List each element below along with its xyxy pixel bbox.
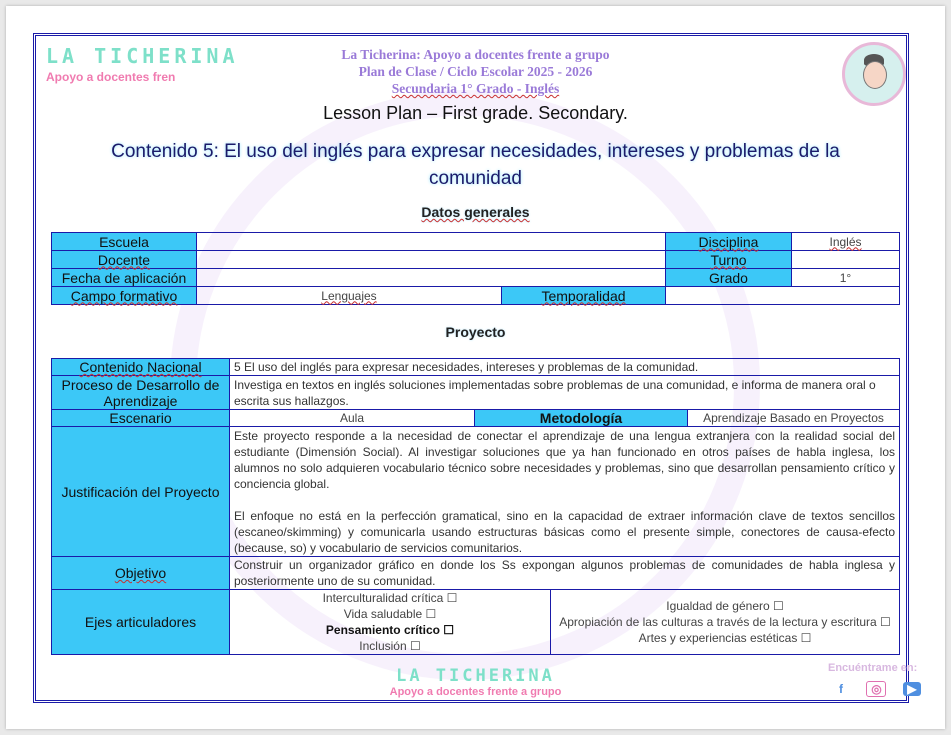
- grado-value: 1°: [792, 269, 900, 287]
- turno-field[interactable]: [792, 251, 900, 269]
- contenido-label: Contenido Nacional: [79, 359, 202, 375]
- temporalidad-label: Temporalidad: [541, 287, 626, 304]
- footer-logo-subtitle: Apoyo a docentes frente a grupo: [389, 686, 562, 698]
- grado-label: Grado: [666, 269, 792, 287]
- ejes-right-column: [551, 590, 900, 655]
- objetivo-value: Construir un organizador gráfico en donde los Ss expongan algunos problemas de comunidades de habla inglesa y posteriormente uno de su comunidad.: [230, 557, 900, 590]
- eje-igualdad-genero[interactable]: Igualdad de género ☐: [666, 599, 784, 613]
- document-header: [0, 46, 951, 97]
- datos-heading-text: Datos generales: [421, 204, 530, 220]
- social-links: [832, 680, 933, 698]
- youtube-icon[interactable]: ▶: [903, 682, 921, 696]
- escenario-label: Escenario: [52, 410, 230, 427]
- logo-subtitle: Apoyo a docentes fren: [46, 70, 176, 84]
- footer-logo: [0, 666, 951, 698]
- fecha-field[interactable]: [197, 269, 666, 287]
- contenido-value: 5 El uso del inglés para expresar necesidades, intereses y problemas de la comunidad.: [230, 359, 900, 376]
- eje-artes[interactable]: Artes y experiencias estéticas ☐: [638, 631, 812, 645]
- ejes-label: Ejes articuladores: [52, 590, 230, 655]
- datos-heading: [0, 204, 951, 220]
- pda-label: Proceso de Desarrollo de Aprendizaje: [52, 376, 230, 410]
- eje-inclusion[interactable]: Inclusión ☐: [359, 639, 421, 653]
- avatar-face-icon: [863, 61, 887, 89]
- eje-pensamiento-critico[interactable]: Pensamiento crítico ☐: [325, 623, 455, 637]
- metodologia-value: Aprendizaje Basado en Proyectos: [688, 410, 900, 427]
- disciplina-label: Disciplina: [698, 233, 759, 250]
- justificacion-value: [230, 427, 900, 557]
- footer-logo-title: LA TICHERINA: [396, 666, 555, 686]
- logo-title: LA TICHERINA: [46, 44, 239, 68]
- content-title: Contenido 5: El uso del inglés para expresar necesidades, intereses y problemas de la comunidad: [111, 141, 840, 189]
- avatar-badge: [842, 42, 906, 106]
- eje-vida-saludable[interactable]: Vida saludable ☐: [343, 607, 437, 621]
- justificacion-p1: Este proyecto responde a la necesidad de conectar el aprendizaje de una lengua extranjera con la realidad social del estudiante (Dimensión Social). Al investigar soluciones que ya han funcionado en otros países de habla inglesa, los alumnos no solo adquieren vocabulario técnico sobre necesidades y problemas, sino que desarrollan pensamiento crítico y conciencia global.: [234, 428, 896, 491]
- pda-value: Investiga en textos en inglés soluciones implementadas sobre problemas de una comunidad, e informa de manera oral o escrita sus hallazgos.: [230, 376, 900, 410]
- campo-value: Lenguajes: [321, 288, 377, 303]
- objetivo-label: Objetivo: [114, 565, 167, 581]
- instagram-icon[interactable]: ◎: [866, 681, 886, 697]
- header-line-3: Secundaria 1° Grado - Inglés: [391, 81, 560, 96]
- docente-label: Docente: [97, 251, 151, 268]
- facebook-icon[interactable]: f: [839, 682, 843, 696]
- header-line-2: Plan de Clase / Ciclo Escolar 2025 - 2026: [358, 64, 593, 79]
- header-line-1: La Ticherina: Apoyo a docentes frente a grupo: [341, 47, 610, 62]
- disciplina-value: Inglés: [829, 234, 862, 249]
- temporalidad-field[interactable]: [666, 287, 900, 305]
- escuela-label: Escuela: [52, 233, 197, 251]
- escuela-field[interactable]: [197, 233, 666, 251]
- datos-grid: [51, 232, 900, 305]
- eje-interculturalidad[interactable]: Interculturalidad crítica ☐: [322, 591, 458, 605]
- ejes-left-column: [230, 590, 551, 655]
- find-me-label: Encuéntrame en:: [828, 662, 918, 674]
- proyecto-table: [51, 358, 900, 655]
- justificacion-p2: El enfoque no está en la perfección gramatical, sino en la capacidad de extraer información clave de textos sencillos (escaneo/skimming) y comunicarla usando estructuras básicas como el presente simple, conectores de causa-efecto (because, so) y vocabulario de servicios comunitarios.: [234, 508, 896, 555]
- eje-apropiacion-culturas[interactable]: Apropiación de las culturas a través de la lectura y escritura ☐: [559, 615, 891, 629]
- docente-field[interactable]: [197, 251, 666, 269]
- turno-label: Turno: [710, 251, 747, 268]
- escenario-value: Aula: [230, 410, 475, 427]
- metodologia-label: Metodología: [475, 410, 688, 427]
- lesson-title: Lesson Plan – First grade. Secondary.: [323, 103, 628, 123]
- proyecto-heading: Proyecto: [445, 324, 506, 340]
- justificacion-label: Justificación del Proyecto: [52, 427, 230, 557]
- fecha-label: Fecha de aplicación: [52, 269, 197, 287]
- campo-label: Campo formativo: [70, 287, 178, 304]
